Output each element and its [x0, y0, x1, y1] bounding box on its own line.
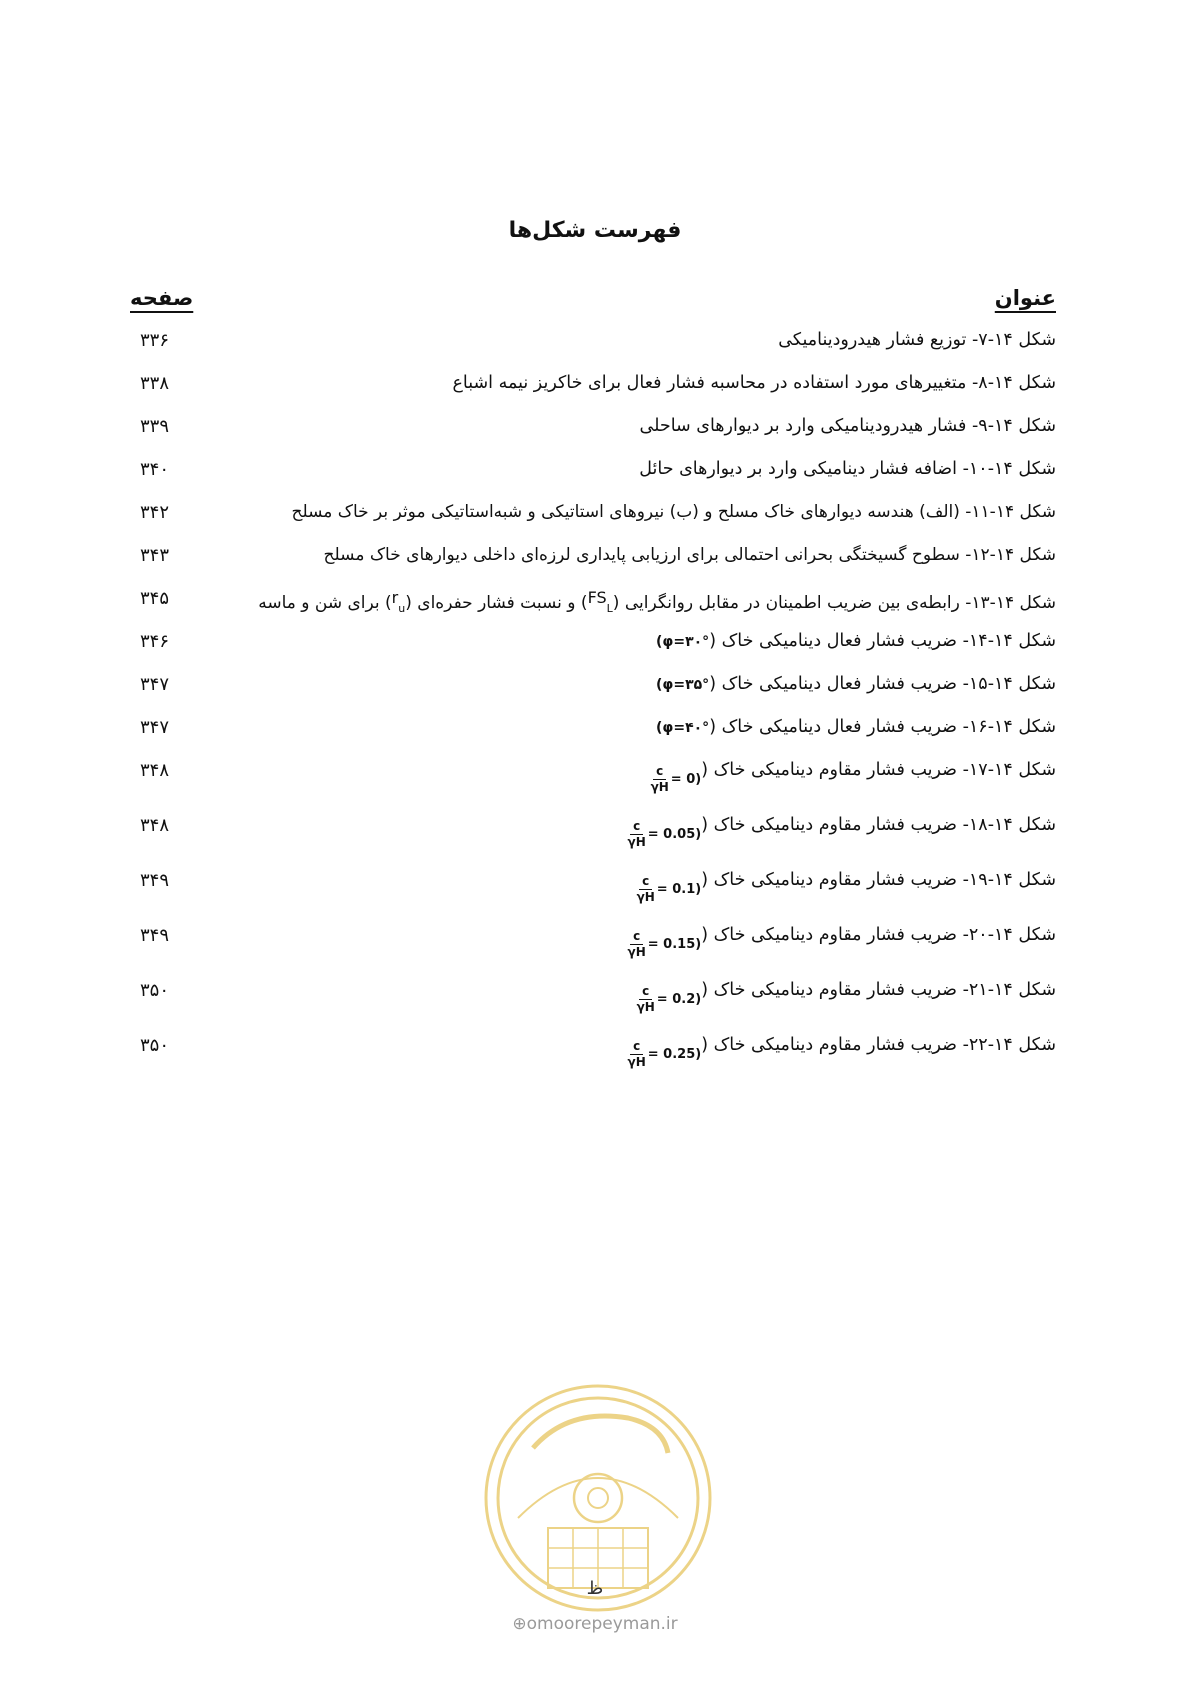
- entry-page: ۳۵۰: [140, 1035, 170, 1056]
- phi-value: φ=۳۵°): [656, 677, 710, 693]
- phi-value: φ=۳۰°): [656, 634, 710, 650]
- entry-label-post: ) برای شن و ماسه: [258, 593, 392, 613]
- list-item: [0, 760, 1190, 800]
- list-item: [0, 459, 1190, 499]
- list-item: [0, 330, 1190, 370]
- symbol-r-sub: u: [398, 602, 406, 616]
- entry-page: ۳۴۵: [140, 588, 170, 609]
- fraction: $\frac{c}{\gamma H}$: [636, 874, 655, 904]
- fraction: $\frac{c}{\gamma H}$: [636, 984, 655, 1014]
- list-item: [0, 588, 1190, 628]
- fraction: $\frac{c}{\gamma H}$: [650, 764, 669, 794]
- entry-label: شکل ۱۴-۲۰- ضریب فشار مقاوم دینامیکی خاک ( $\frac{c}{\gamma H}$ = 0.15 ): [627, 925, 1056, 959]
- list-item: [0, 502, 1190, 542]
- entry-page: ۳۴۹: [140, 925, 170, 946]
- list-item: [0, 717, 1190, 757]
- entry-label: شکل ۱۴-۹- فشار هیدرودینامیکی وارد بر دیوارهای ساحلی: [639, 416, 1056, 436]
- list-item: [0, 815, 1190, 855]
- symbol-fs-sub: L: [606, 602, 613, 616]
- list-item: [0, 925, 1190, 965]
- entry-page: ۳۳۶: [140, 330, 170, 351]
- entry-page: ۳۴۹: [140, 870, 170, 891]
- entry-label: شکل ۱۴-۱۴- ضریب فشار فعال دینامیکی خاک (φ=۳۰°): [656, 631, 1056, 651]
- entry-label: شکل ۱۴-۱۱- (الف) هندسه دیوارهای خاک مسلح و (ب) نیروهای استاتیکی و شبه‌استاتیکی موثر بر خاک مسلح: [291, 502, 1056, 522]
- fraction: $\frac{c}{\gamma H}$: [627, 819, 646, 849]
- entry-label: شکل ۱۴-۸- متغییرهای مورد استفاده در محاسبه فشار فعال برای خاکریز نیمه اشباع: [452, 373, 1056, 393]
- entry-label: شکل ۱۴-۱۲- سطوح گسیختگی بحرانی احتمالی برای ارزیابی پایداری لرزه‌ای داخلی دیوارهای خاک مسلح: [323, 545, 1056, 565]
- entry-label: شکل ۱۴-۱۵- ضریب فشار فعال دینامیکی خاک (φ=۳۵°): [656, 674, 1056, 694]
- list-item: [0, 674, 1190, 714]
- entry-page: ۳۴۸: [140, 815, 170, 836]
- entry-label-pre: شکل ۱۴-۱۳- رابطه‌ی بین ضریب اطمینان در مقابل روانگرایی (: [612, 593, 1056, 613]
- entry-page: ۳۴۷: [140, 717, 170, 738]
- page-title: فهرست شکل‌ها: [508, 218, 682, 243]
- list-item: [0, 631, 1190, 671]
- entry-label: شکل ۱۴-۱۰- اضافه فشار دینامیکی وارد بر دیوارهای حائل: [639, 459, 1056, 479]
- entry-page: ۳۴۷: [140, 674, 170, 695]
- entry-page: ۳۳۹: [140, 416, 170, 437]
- list-item: [0, 416, 1190, 456]
- list-item: [0, 980, 1190, 1020]
- entry-page: ۳۴۲: [140, 502, 170, 523]
- fraction: $\frac{c}{\gamma H}$: [627, 929, 646, 959]
- list-item: [0, 373, 1190, 413]
- list-item: [0, 545, 1190, 585]
- entry-label: شکل ۱۴-۷- توزیع فشار هیدرودینامیکی: [778, 330, 1056, 350]
- entry-page: ۳۴۰: [140, 459, 170, 480]
- list-item: [0, 1035, 1190, 1075]
- entry-label: شکل ۱۴-۲۲- ضریب فشار مقاوم دینامیکی خاک ( $\frac{c}{\gamma H}$ = 0.25 ): [627, 1035, 1056, 1069]
- phi-value: φ=۴۰°): [656, 720, 710, 736]
- entry-page: ۳۴۳: [140, 545, 170, 566]
- footer-url: ⊕omoorepeyman.ir: [512, 1614, 678, 1634]
- globe-icon: ⊕: [512, 1614, 527, 1634]
- symbol-fs: FS: [587, 588, 607, 607]
- entry-page: ۳۳۸: [140, 373, 170, 394]
- entry-label: شکل ۱۴-۱۹- ضریب فشار مقاوم دینامیکی خاک ( $\frac{c}{\gamma H}$ = 0.1 ): [636, 870, 1056, 904]
- entry-label: [258, 588, 1056, 615]
- entry-label: شکل ۱۴-۱۶- ضریب فشار فعال دینامیکی خاک (φ=۴۰°): [656, 717, 1056, 737]
- entry-label: شکل ۱۴-۲۱- ضریب فشار مقاوم دینامیکی خاک ( $\frac{c}{\gamma H}$ = 0.2 ): [636, 980, 1056, 1014]
- page-number: ظ: [586, 1578, 604, 1599]
- entry-page: ۳۴۶: [140, 631, 170, 652]
- header-page: صفحه: [130, 286, 194, 310]
- fraction: $\frac{c}{\gamma H}$: [627, 1039, 646, 1069]
- list-item: [0, 870, 1190, 910]
- entry-label: شکل ۱۴-۱۷- ضریب فشار مقاوم دینامیکی خاک ( $\frac{c}{\gamma H}$ = 0 ): [650, 760, 1056, 794]
- header-title: عنوان: [994, 286, 1056, 310]
- entry-label-mid: ) و نسبت فشار حفره‌ای (: [405, 593, 588, 613]
- entry-page: ۳۵۰: [140, 980, 170, 1001]
- symbol-r: r: [391, 588, 399, 607]
- entry-label: شکل ۱۴-۱۸- ضریب فشار مقاوم دینامیکی خاک ( $\frac{c}{\gamma H}$ = 0.05 ): [627, 815, 1056, 849]
- entry-page: ۳۴۸: [140, 760, 170, 781]
